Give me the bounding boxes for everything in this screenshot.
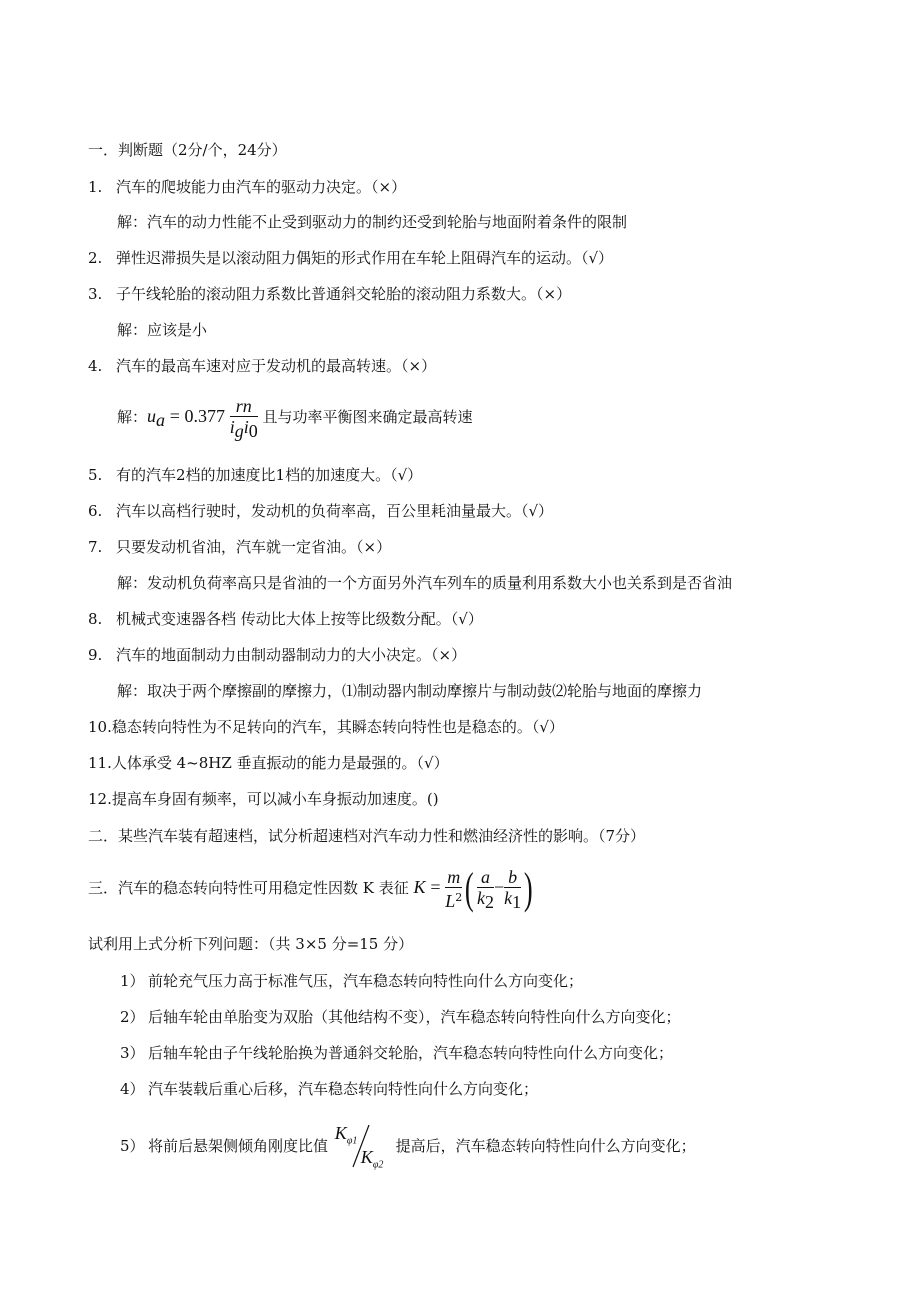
formula-minus: − (493, 877, 505, 897)
question-text: 汽车的爬坡能力由汽车的驱动力决定。（×） (116, 178, 407, 196)
section1-heading: 一．判断题（2分/个，24分） (88, 141, 287, 159)
denominator-k-sub-2: 2 (484, 891, 494, 912)
formula-K: K (413, 877, 426, 897)
question-number: 6. (88, 502, 103, 520)
fraction-denominator-L2 (445, 887, 462, 912)
question-item-4 (88, 356, 436, 376)
left-paren: ( (465, 864, 475, 913)
denominator-sub-g: g (234, 420, 244, 441)
section2-heading: 二．某些汽车装有超速档，试分析超速档对汽车动力性和燃油经济性的影响。（7分） (88, 827, 646, 845)
question-number: 10. (88, 718, 112, 736)
denominator-sub-0: 0 (248, 420, 258, 441)
fraction-numerator: rn (235, 395, 252, 416)
subquestion-number: 2） (120, 1008, 145, 1026)
fraction-denominator-k2 (477, 887, 494, 912)
question-text: 汽车的地面制动力由制动器制动力的大小决定。（×） (116, 646, 467, 664)
question-text: 稳态转向特性为不足转向的汽车，其瞬态转向特性也是稳态的。（√） (111, 718, 564, 736)
formula-fraction-b-k1 (504, 867, 521, 912)
subquestion-text-suffix: 提高后，汽车稳态转向特性向什么方向变化； (395, 1137, 696, 1155)
section3-heading: 三．汽车的稳态转向特性可用稳定性因数 K 表征 (88, 879, 409, 897)
subquestion-3 (120, 1043, 673, 1063)
question-number: 5. (88, 466, 103, 484)
formula-constant: = 0.377 (169, 406, 225, 426)
subquestion-text: 前轮充气压力高于标准气压，汽车稳态转向特性向什么方向变化； (148, 972, 584, 990)
question-text: 人体承受 4~8HZ 垂直振动的能力是最强的。（√） (111, 754, 449, 772)
question-item-11 (88, 753, 449, 773)
formula-equals: = (430, 877, 441, 897)
question-item-9 (88, 645, 466, 665)
question-item-3 (88, 284, 571, 304)
question-text: 提高车身固有频率，可以减小车身振动加速度。() (111, 790, 439, 808)
formula-fraction-m-L2 (445, 867, 462, 912)
question-text: 只要发动机省油，汽车就一定省油。（×） (116, 538, 392, 556)
question-item-1 (88, 177, 406, 197)
question-number: 11. (88, 754, 112, 772)
subquestion-text: 后轴车轮由单胎变为双胎（其他结构不变），汽车稳态转向特性向什么方向变化； (148, 1008, 681, 1026)
ratio-numerator-sub: φ1 (346, 1135, 358, 1147)
formula-lhs: u (147, 406, 157, 426)
question-number: 1. (88, 178, 103, 196)
subquestion-text: 汽车装载后重心后移，汽车稳态转向特性向什么方向变化； (148, 1080, 539, 1098)
question-item-6 (88, 501, 553, 521)
answer-prefix: 解： (117, 408, 148, 426)
subquestion-text-prefix: 将前后悬架侧倾角刚度比值 (148, 1137, 329, 1155)
answer-9: 解：取决于两个摩擦副的摩擦力，⑴制动器内制动摩擦片与制动鼓⑵轮胎与地面的摩擦力 (117, 682, 703, 700)
question-text: 子午线轮胎的滚动阻力系数比普通斜交轮胎的滚动阻力系数大。（×） (116, 285, 572, 303)
question-item-2 (88, 248, 613, 268)
question-item-12 (88, 789, 439, 809)
question-number: 12. (88, 790, 112, 808)
fraction-numerator-a: a (480, 866, 490, 887)
question-item-8 (88, 609, 483, 629)
denominator-L: L (445, 890, 456, 911)
formula-lhs-sub: a (156, 410, 166, 430)
formula-fraction-a-k2 (477, 867, 494, 912)
formula-fraction (230, 396, 258, 441)
question-number: 9. (88, 646, 103, 664)
answer-4 (117, 394, 473, 444)
subquestion-text: 后轴车轮由子午线轮胎换为普通斜交轮胎，汽车稳态转向特性向什么方向变化； (148, 1044, 674, 1062)
subquestion-number: 3） (120, 1044, 145, 1062)
question-number: 4. (88, 357, 103, 375)
subquestion-number: 1） (120, 972, 145, 990)
denominator-i: i (243, 416, 249, 437)
question-number: 2. (88, 249, 103, 267)
denominator-k: k (476, 887, 485, 908)
question-item-10 (88, 717, 564, 737)
ratio-denominator (361, 1131, 384, 1191)
fraction-denominator (230, 416, 258, 441)
right-paren: ) (524, 864, 533, 913)
section3-intro: 试利用上式分析下列问题：（共 3×5 分=15 分） (88, 935, 414, 953)
subquestion-number: 4） (120, 1080, 145, 1098)
answer-1: 解：汽车的动力性能不止受到驱动力的制约还受到轮胎与地面附着条件的限制 (117, 213, 628, 231)
question-text: 机械式变速器各档 传动比大体上按等比级数分配。（√） (116, 610, 483, 628)
denominator-i: i (229, 416, 235, 437)
answer-suffix: 且与功率平衡图来确定最高转速 (262, 408, 473, 426)
question-text: 汽车以高档行驶时，发动机的负荷率高，百公里耗油量最大。（√） (116, 502, 554, 520)
question-item-7 (88, 537, 391, 557)
subquestion-2 (120, 1007, 681, 1027)
question-number: 7. (88, 538, 103, 556)
denominator-k-sub-1: 1 (512, 891, 522, 912)
question-number: 3. (88, 285, 103, 303)
ratio-denominator-sub: φ2 (372, 1159, 384, 1171)
answer-7: 解：发动机负荷率高只是省油的一个方面另外汽车列车的质量利用系数大小也关系到是否省油 (117, 574, 733, 592)
denominator-L-exponent: 2 (455, 890, 463, 904)
section3-heading-line (88, 862, 536, 918)
question-number: 8. (88, 610, 103, 628)
fraction-denominator-k1 (504, 887, 521, 912)
subquestion-5 (120, 1120, 696, 1172)
fraction-numerator-b: b (508, 866, 518, 887)
ratio-denominator-K: K (360, 1147, 373, 1167)
stiffness-ratio (333, 1121, 391, 1173)
subquestion-number: 5） (120, 1137, 145, 1155)
subquestion-4 (120, 1079, 538, 1099)
denominator-k: k (504, 887, 513, 908)
subquestion-1 (120, 971, 583, 991)
question-text: 有的汽车2档的加速度比1档的加速度大。（√） (116, 466, 423, 484)
question-item-5 (88, 465, 422, 485)
question-text: 汽车的最高车速对应于发动机的最高转速。（×） (116, 357, 437, 375)
answer-3: 解：应该是小 (117, 321, 208, 339)
fraction-numerator-m: m (447, 866, 461, 887)
question-text: 弹性迟滞损失是以滚动阻力偶矩的形式作用在车轮上阻碍汽车的运动。（√） (116, 249, 614, 267)
ratio-numerator-K: K (334, 1123, 347, 1143)
